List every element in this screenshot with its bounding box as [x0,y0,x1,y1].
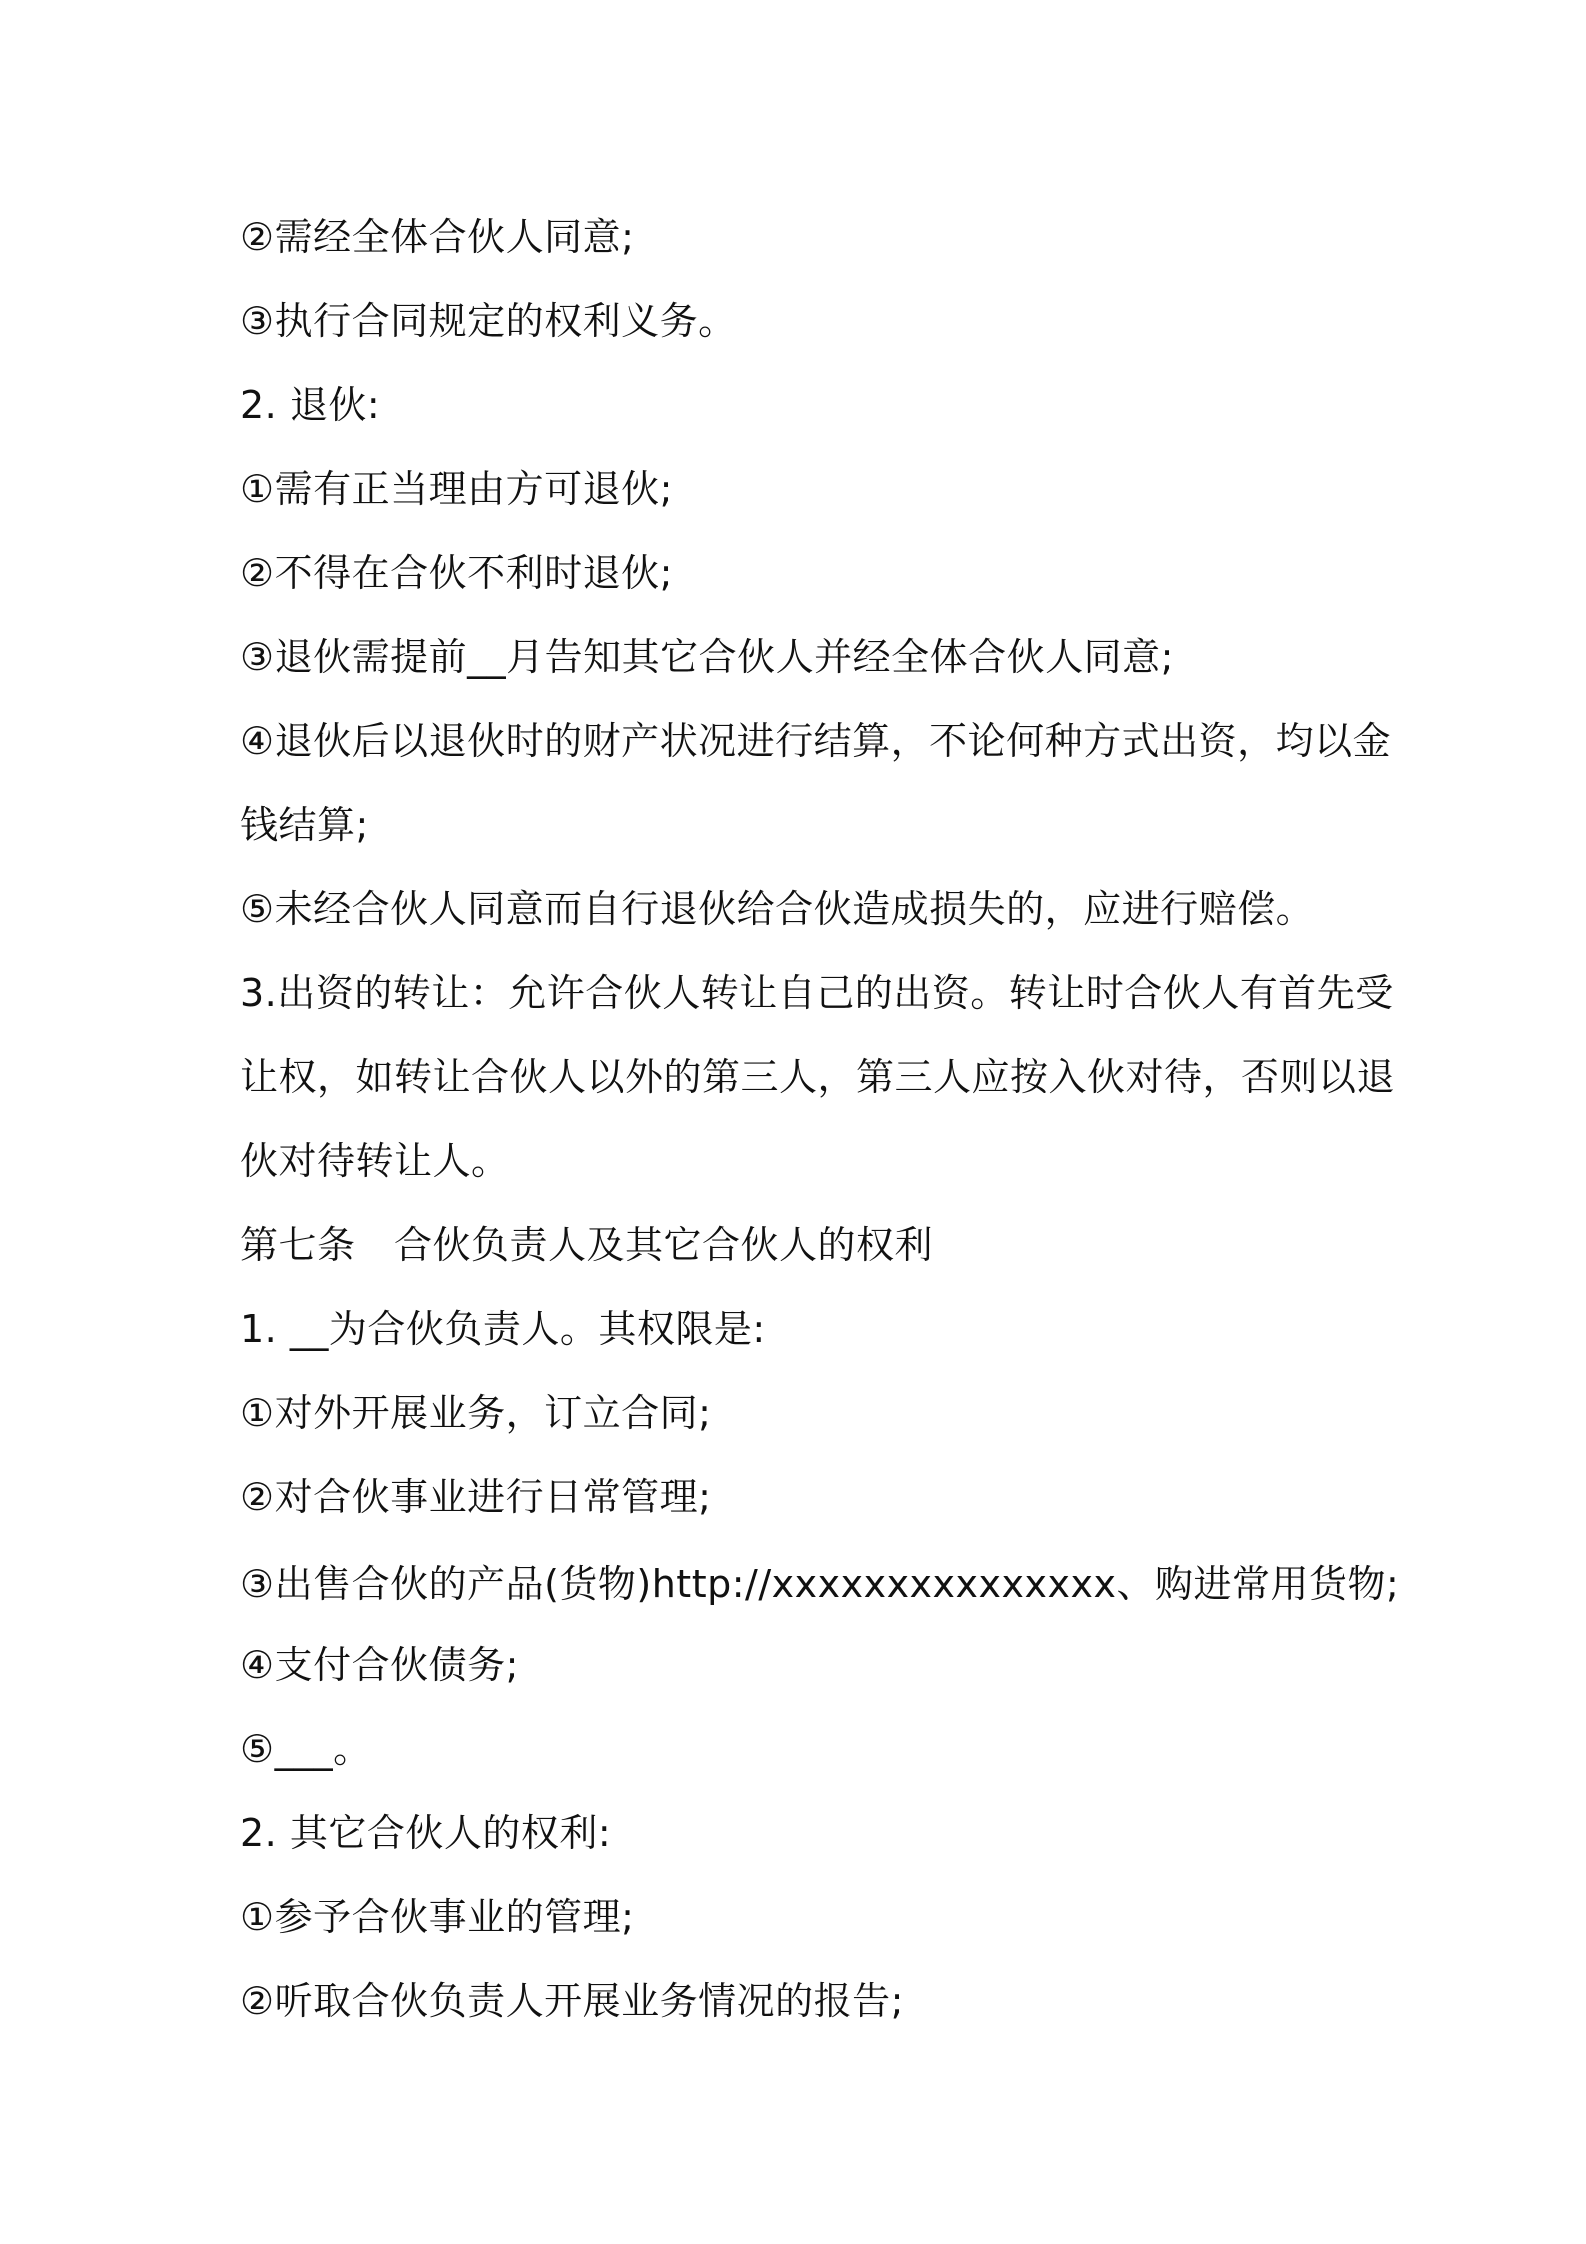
text-line: ①对外开展业务，订立合同; [240,1391,712,1435]
text-line: ②不得在合伙不利时退伙; [240,551,673,595]
text-line: 钱结算; [240,803,369,847]
text-line: 伙对待转让人。 [240,1139,510,1183]
text-line: 1. __为合伙负责人。其权限是: [240,1307,766,1351]
text-line: ②对合伙事业进行日常管理; [240,1475,712,1519]
text-line: 3.出资的转让：允许合伙人转让自己的出资。转让时合伙人有首先受 [240,971,1394,1015]
text-line: 2. 退伙: [240,383,381,427]
text-line: ③出售合伙的产品(货物)http://xxxxxxxxxxxxxxx、购进常用货物; [240,1562,1400,1606]
section-heading: 第七条 合伙负责人及其它合伙人的权利 [240,1223,934,1267]
text-line: ④退伙后以退伙时的财产状况进行结算，不论何种方式出资，均以金 [240,719,1392,763]
text-line: ①参予合伙事业的管理; [240,1895,635,1939]
text-line: ②听取合伙负责人开展业务情况的报告; [240,1979,904,2023]
text-line: ④支付合伙债务; [240,1643,519,1687]
text-line: ⑤未经合伙人同意而自行退伙给合伙造成损失的，应进行赔偿。 [240,887,1315,931]
text-line: ①需有正当理由方可退伙; [240,467,673,511]
text-line: ③执行合同规定的权利义务。 [240,299,737,343]
text-line: 2. 其它合伙人的权利: [240,1811,612,1855]
text-line: 让权，如转让合伙人以外的第三人，第三人应按入伙对待，否则以退 [240,1055,1396,1099]
text-line: ③退伙需提前__月告知其它合伙人并经全体合伙人同意; [240,635,1174,679]
text-line: ⑤___。 [240,1727,372,1771]
text-line: ②需经全体合伙人同意; [240,215,635,259]
